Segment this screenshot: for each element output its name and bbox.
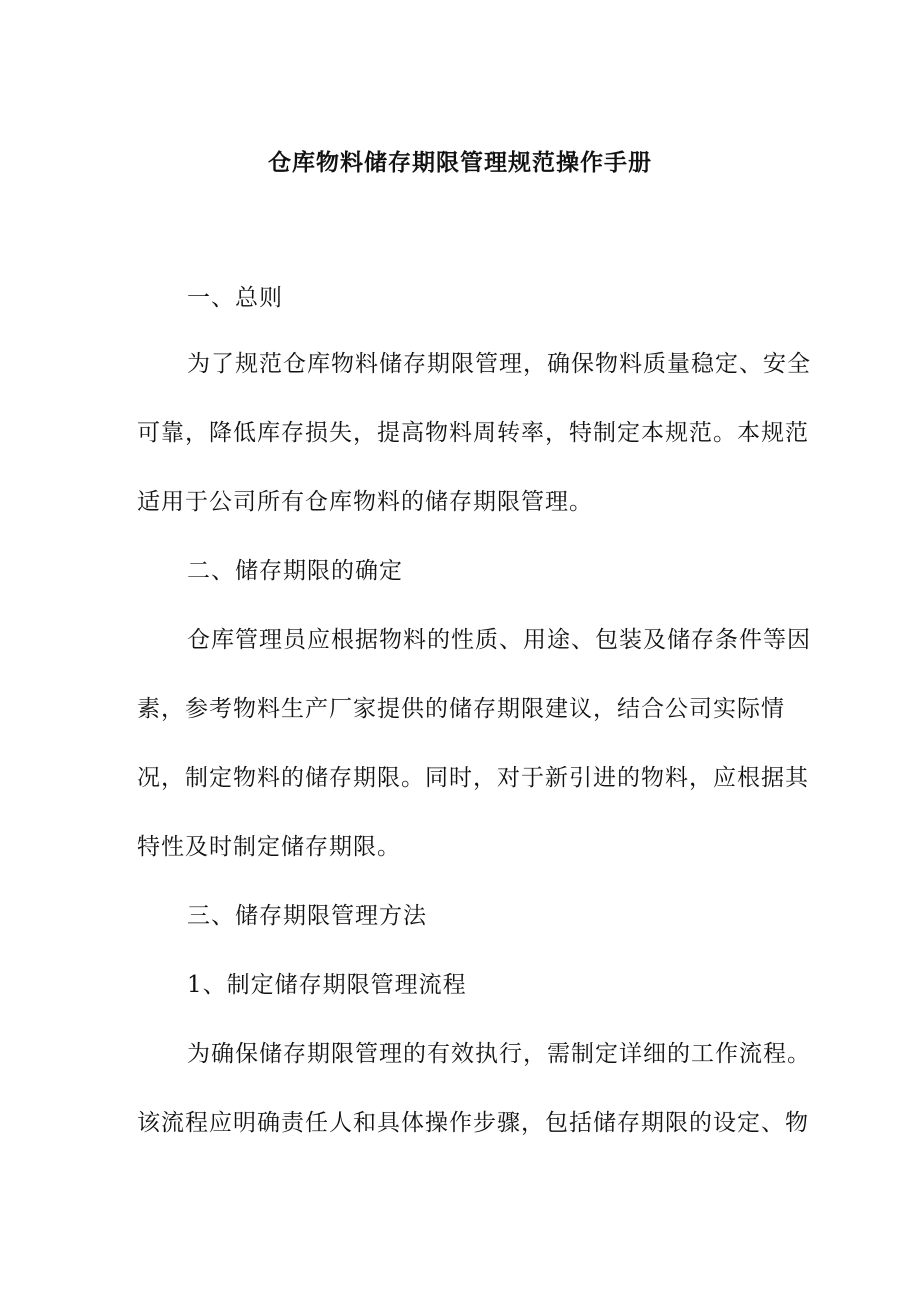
- paragraph-line: 为确保储存期限管理的有效执行，需制定详细的工作流程。: [187, 1041, 811, 1067]
- subsection-heading-process: 1、制定储存期限管理流程: [187, 972, 467, 998]
- paragraph-line: 况，制定物料的储存期限。同时，对于新引进的物料，应根据其: [137, 765, 809, 791]
- paragraph-line: 素，参考物料生产厂家提供的储存期限建议，结合公司实际情: [137, 696, 785, 722]
- paragraph-line: 特性及时制定储存期限。: [137, 834, 401, 860]
- section-heading-methods: 三、储存期限管理方法: [187, 903, 427, 929]
- paragraph-line: 仓库管理员应根据物料的性质、用途、包装及储存条件等因: [187, 627, 811, 653]
- section-heading-general: 一、总则: [187, 285, 283, 311]
- document-title: 仓库物料储存期限管理规范操作手册: [268, 149, 652, 176]
- section-heading-determination: 二、储存期限的确定: [187, 558, 403, 584]
- paragraph-line: 可靠，降低库存损失，提高物料周转率，特制定本规范。本规范: [137, 420, 809, 446]
- paragraph-line: 适用于公司所有仓库物料的储存期限管理。: [137, 489, 593, 515]
- paragraph-line: 该流程应明确责任人和具体操作步骤，包括储存期限的设定、物: [137, 1110, 809, 1136]
- paragraph-line: 为了规范仓库物料储存期限管理，确保物料质量稳定、安全: [187, 351, 811, 377]
